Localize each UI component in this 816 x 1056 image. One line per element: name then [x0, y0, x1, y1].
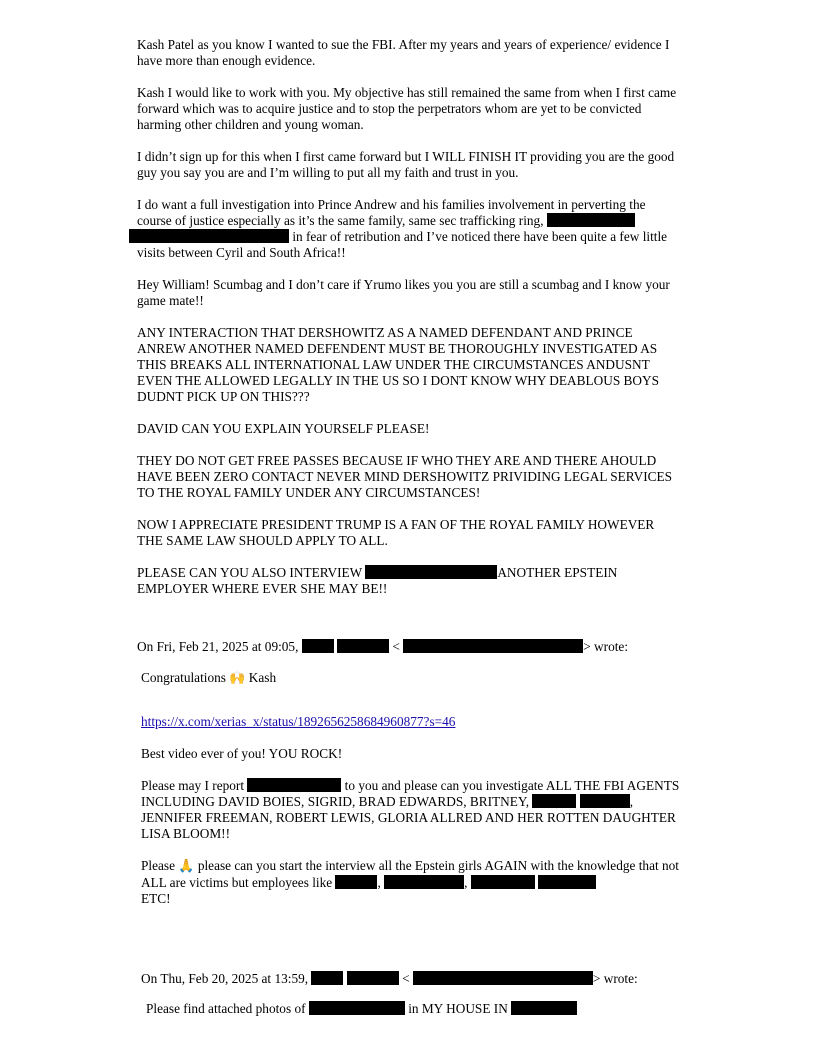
- redaction-bar: [302, 639, 334, 653]
- tweet-link[interactable]: https://x.com/xerias_x/status/1892656258684960877?s=46: [141, 714, 456, 729]
- redaction-bar: [384, 875, 464, 889]
- redaction-bar: [580, 794, 630, 808]
- redaction-bar: [511, 1001, 577, 1015]
- redaction-bar: [532, 794, 576, 808]
- paragraph: Kash I would like to work with you. My objective has still remained the same from when I first came forward which was to acquire justice and to stop the perpetrators whom are yet to be convicted harming other children and young woman.: [137, 85, 677, 132]
- email-body: [137, 37, 682, 613]
- paragraph-text: PLEASE CAN YOU ALSO INTERVIEW: [137, 565, 362, 580]
- paragraph: Best video ever of you! YOU ROCK!: [141, 746, 343, 761]
- paragraph-text: Please may I report: [141, 778, 245, 793]
- paragraph-text: ANOTHER EPSTEIN EMPLOYER WHERE EVER SHE MAY BE!!: [137, 565, 618, 596]
- folded-hands-icon: 🙏: [178, 859, 195, 874]
- redaction-bar: [247, 778, 341, 792]
- paragraph-text: I do want a full investigation into Prince Andrew and his families involvement in perverting the course of justice especially as it’s the same family, same sec trafficking ring,: [137, 197, 646, 228]
- redaction-bar: [547, 213, 635, 227]
- paragraph: [141, 858, 686, 907]
- quoted-message: [146, 1001, 577, 1017]
- paragraph-text: Kash: [248, 670, 277, 685]
- paragraph: Hey William! Scumbag and I don’t care if Yrumo likes you you are still a scumbag and I know your game mate!!: [137, 277, 670, 308]
- reply-header: [141, 971, 638, 987]
- paragraph: DAVID CAN YOU EXPLAIN YOURSELF PLEASE!: [137, 421, 430, 436]
- paragraph-text: in MY HOUSE IN: [408, 1001, 508, 1016]
- paragraph: [137, 565, 682, 597]
- redaction-bar: [403, 639, 583, 653]
- paragraph-text: ,: [377, 875, 381, 890]
- redaction-bar: [471, 875, 535, 889]
- paragraph: I didn’t sign up for this when I first came forward but I WILL FINISH IT providing you are the good guy you say you are and I’m willing to put all my faith and trust in you.: [137, 149, 675, 180]
- paragraph: [141, 670, 686, 687]
- paragraph-text: ETC!: [141, 891, 171, 906]
- reply-header-suffix: > wrote:: [592, 971, 638, 986]
- email-bracket: <: [402, 971, 410, 986]
- paragraph-text: Congratulations: [141, 670, 226, 685]
- paragraph: NOW I APPRECIATE PRESIDENT TRUMP IS A FAN OF THE ROYAL FAMILY HOWEVER THE SAME LAW SHOULD APPLY TO ALL.: [137, 517, 655, 548]
- redaction-bar: [129, 229, 289, 243]
- redaction-bar: [365, 565, 497, 579]
- redaction-bar: [347, 971, 399, 985]
- reply-header-prefix: On Fri, Feb 21, 2025 at 09:05,: [137, 639, 299, 654]
- redaction-bar: [311, 971, 343, 985]
- paragraph-text: Please find attached photos of: [146, 1001, 306, 1016]
- redaction-bar: [538, 875, 596, 889]
- reply-header-suffix: > wrote:: [583, 639, 629, 654]
- paragraph-text: to you and please can you investigate ALL THE FBI AGENTS INCLUDING DAVID BOIES, SIGRID, BRAD EDWARDS, BRITNEY,: [141, 778, 680, 809]
- paragraph-text: in fear of retribution and I’ve noticed there have been quite a few little visits between Cyril and South Africa!!: [137, 229, 668, 260]
- redaction-bar: [309, 1001, 405, 1015]
- paragraph: THEY DO NOT GET FREE PASSES BECAUSE IF WHO THEY ARE AND THERE AHOULD HAVE BEEN ZERO CONTACT NEVER MIND DERSHOWITZ PRIVIDING LEGAL SERVICES TO THE ROYAL FAMILY UNDER ANY CIRCUMSTANCES!: [137, 453, 673, 500]
- paragraph-text: please can you start the interview all the Epstein girls AGAIN with the knowledge that not ALL are victims but employees like: [141, 858, 679, 890]
- paragraph-text: ,: [464, 875, 468, 890]
- paragraph: Kash Patel as you know I wanted to sue the FBI. After my years and years of experience/ evidence I have more than enough evidence.: [137, 37, 670, 68]
- reply-header: [137, 639, 628, 655]
- redaction-bar: [413, 971, 593, 985]
- paragraph: [141, 714, 686, 730]
- paragraph-text: , JENNIFER FREEMAN, ROBERT LEWIS, GLORIA ALLRED AND HER ROTTEN DAUGHTER LISA BLOOM!!: [141, 794, 676, 841]
- raising-hands-icon: 🙌: [229, 671, 246, 686]
- paragraph: [137, 197, 682, 261]
- paragraph-text: Please: [141, 858, 175, 873]
- reply-header-prefix: On Thu, Feb 20, 2025 at 13:59,: [141, 971, 309, 986]
- redaction-bar: [335, 875, 377, 889]
- redaction-bar: [337, 639, 389, 653]
- paragraph: [141, 778, 686, 842]
- quoted-message: [141, 670, 686, 923]
- paragraph: ANY INTERACTION THAT DERSHOWITZ AS A NAMED DEFENDANT AND PRINCE ANREW ANOTHER NAMED DEFENDENT MUST BE THOROUGHLY INVESTIGATED AS THIS BREAKS ALL INTERNATIONAL LAW UNDER THE CIRCUMSTANCES ANDUSNT EVEN THE ALLOWED LEGALLY IN THE US SO I DONT KNOW WHY DEABLOUS BOYS DUDNT PICK UP ON THIS???: [137, 325, 660, 404]
- email-bracket: <: [392, 639, 400, 654]
